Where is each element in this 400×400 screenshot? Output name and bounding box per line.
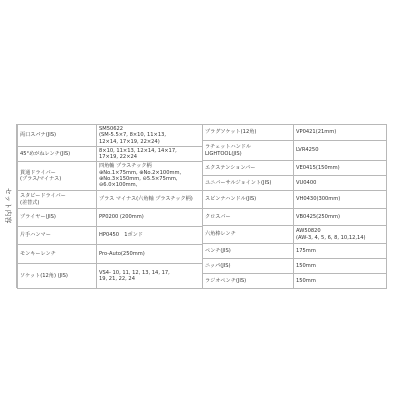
table-row [18, 147, 203, 162]
table-row [18, 227, 203, 245]
item-name: ペンチ(JIS) [203, 244, 294, 259]
item-value: VU0400 [294, 176, 387, 191]
item-value: プラス マイナス(六角軸 プラスチック柄) [97, 191, 203, 209]
item-name: ソケット(12角) (JIS) [18, 264, 97, 289]
item-value: 150mm [294, 259, 387, 274]
table-row [18, 162, 203, 191]
table-row [203, 209, 387, 226]
table-row [203, 125, 387, 141]
table-row [18, 125, 203, 147]
table-row [203, 161, 387, 176]
item-name: クロスバー [203, 209, 294, 226]
table-row [203, 259, 387, 274]
item-name: ユニバーサルジョイント(JIS) [203, 176, 294, 191]
item-value: PP0200 (200mm) [97, 209, 203, 227]
item-value: AW50820 (AW-3, 4, 5, 6, 8, 10,12,14) [294, 226, 387, 244]
item-name: プラグソケット(12角) [203, 125, 294, 141]
item-name: 貫通ドライバー (プラス/マイナス) [18, 162, 97, 191]
spec-table-right [202, 124, 387, 289]
table-row [18, 209, 203, 227]
table-row [18, 191, 203, 209]
item-name: スタビードライバー (差替式) [18, 191, 97, 209]
set-contents-label-text: セット内容 [4, 188, 12, 224]
table-row [203, 244, 387, 259]
item-name: ラジオペンチ(JIS) [203, 274, 294, 289]
item-name: ニッパ(JIS) [203, 259, 294, 274]
item-value: SM50622 (SM-5.5×7, 8×10, 11×13, 12×14, 17×19, 22×24) [97, 125, 203, 147]
spec-table-left [17, 124, 203, 289]
item-value: VE0415(150mm) [294, 161, 387, 176]
item-value: 四角軸 プラスチック柄 ⊕No.1×75mm, ⊕No.2×100mm, ⊕No.3×150mm, ⊖5.5×75mm, ⊖6.0×100mm, [97, 162, 203, 191]
table-row [203, 274, 387, 289]
item-value: VB0425(250mm) [294, 209, 387, 226]
item-value: 150mm [294, 274, 387, 289]
item-value: 175mm [294, 244, 387, 259]
item-name: プライヤー(JIS) [18, 209, 97, 227]
item-name: モンキーレンチ [18, 245, 97, 264]
item-name: 両口スパナ(JIS) [18, 125, 97, 147]
item-value: LVR4250 [294, 141, 387, 161]
table-row [18, 245, 203, 264]
item-name: エクステンションバー [203, 161, 294, 176]
item-name: 45°めがねレンチ(JIS) [18, 147, 97, 162]
item-name: 片手ハンマー [18, 227, 97, 245]
table-row [203, 141, 387, 161]
item-name: 六角棒レンチ [203, 226, 294, 244]
item-value: 8×10, 11×13, 12×14, 14×17, 17×19, 22×24 [97, 147, 203, 162]
item-value: Pro-Auto(250mm) [97, 245, 203, 264]
spec-sheet [2, 124, 387, 288]
table-row [203, 226, 387, 244]
item-value: VS4- 10, 11, 12, 13, 14, 17, 19, 21, 22, 24 [97, 264, 203, 289]
item-name: スピンナハンドル(JIS) [203, 191, 294, 209]
item-name: ラチェットハンドル LIGHTOOL(JIS) [203, 141, 294, 161]
set-contents-label [2, 124, 17, 288]
table-row [18, 264, 203, 289]
item-value: VP0421(21mm) [294, 125, 387, 141]
item-value: HP0450 1ポンド [97, 227, 203, 245]
item-value: VH0430(300mm) [294, 191, 387, 209]
table-row [203, 176, 387, 191]
table-row [203, 191, 387, 209]
